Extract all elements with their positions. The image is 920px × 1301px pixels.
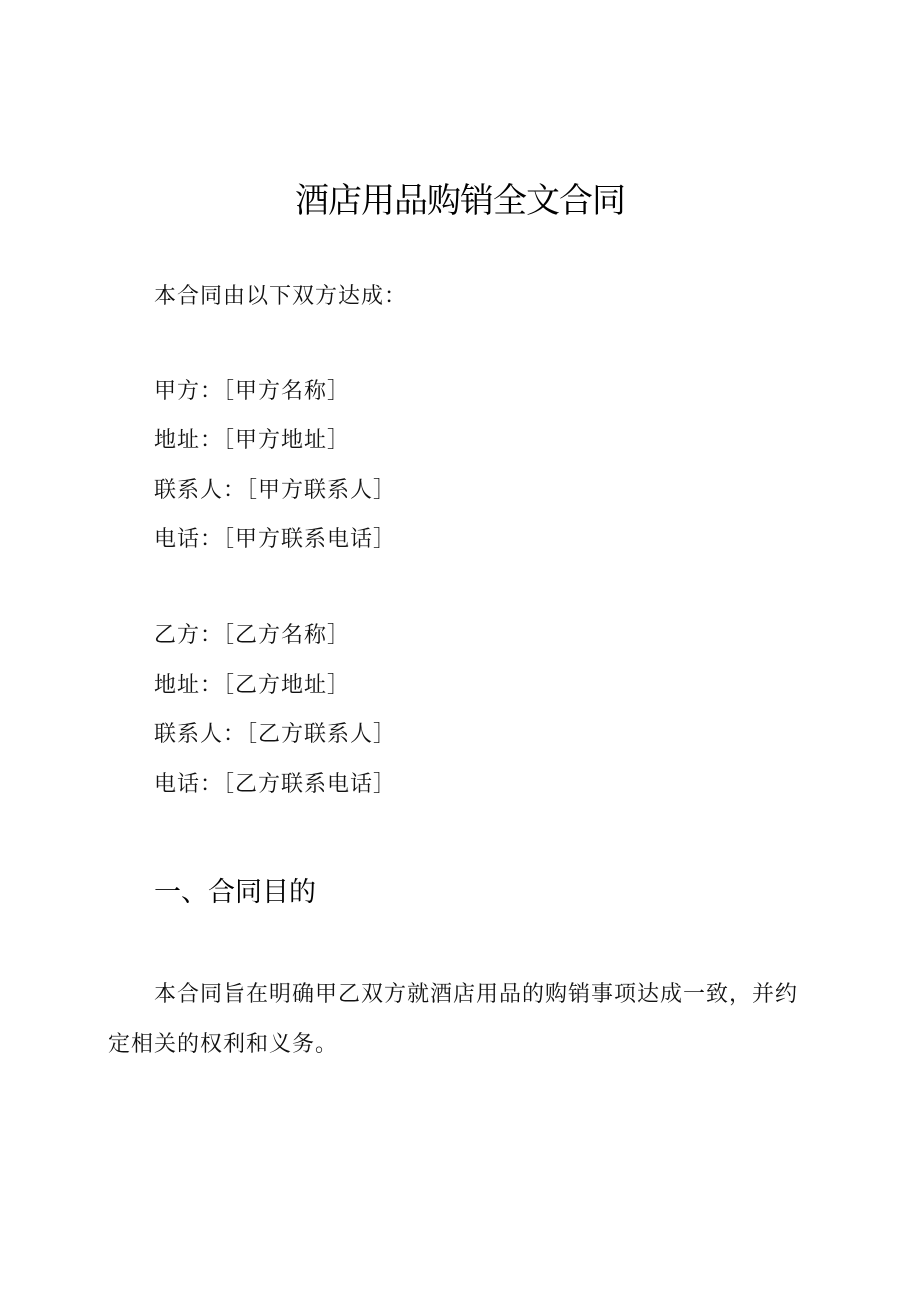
party-a-name: 甲方：［甲方名称］ [154, 379, 351, 404]
section-heading-purpose: 一、合同目的 [154, 877, 316, 908]
party-a-contact: 联系人：［甲方联系人］ [154, 478, 397, 503]
party-b-phone: 电话：［乙方联系电话］ [154, 772, 397, 797]
intro-line: 本合同由以下双方达成： [154, 284, 408, 309]
section-body-purpose: 本合同旨在明确甲乙双方就酒店用品的购销事项达成一致，并约定相关的权利和义务。 [108, 982, 799, 1057]
document-title: 酒店用品购销全文合同 [295, 181, 625, 221]
party-a-address: 地址：［甲方地址］ [154, 428, 351, 453]
party-b-address: 地址：［乙方地址］ [154, 673, 351, 698]
party-a-phone: 电话：［甲方联系电话］ [154, 527, 397, 552]
party-b-contact: 联系人：［乙方联系人］ [154, 722, 397, 747]
party-b-name: 乙方：［乙方名称］ [154, 623, 351, 648]
